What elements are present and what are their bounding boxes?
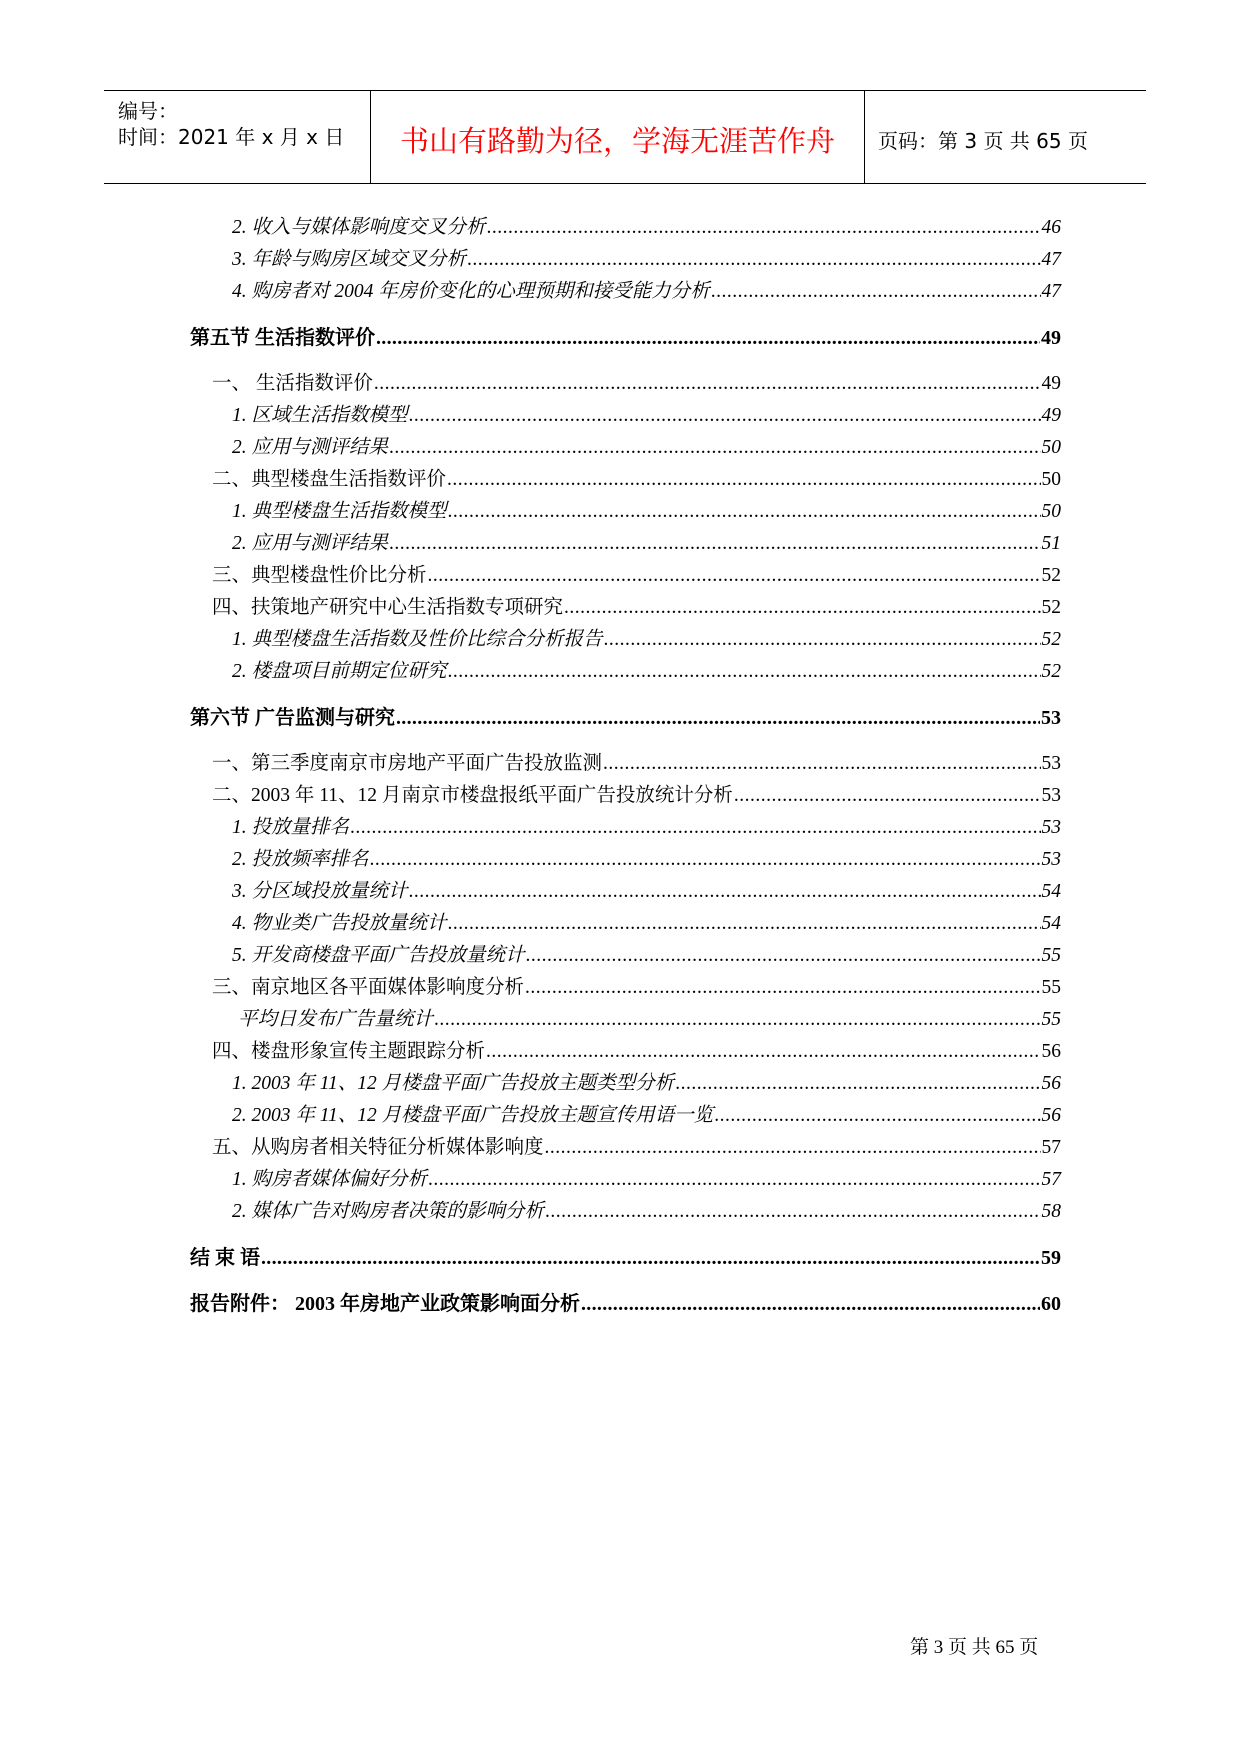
toc-leader-dots [486, 1040, 1040, 1064]
toc-entry-page: 50 [1041, 469, 1061, 490]
toc-entry[interactable] [232, 248, 1061, 272]
toc-leader-dots [261, 1246, 1040, 1270]
toc-entry[interactable] [232, 660, 1061, 684]
toc-entry[interactable] [232, 532, 1061, 556]
toc-entry-page: 46 [1041, 217, 1061, 238]
toc-entry-title: 2. 投放频率排名 [232, 849, 369, 870]
toc-entry[interactable] [232, 216, 1061, 240]
toc-entry-page: 54 [1041, 913, 1061, 934]
toc-leader-dots [374, 372, 1041, 396]
toc-entry-title: 一、 生活指数评价 [212, 373, 373, 394]
toc-entry[interactable] [190, 326, 1061, 350]
toc-entry-page: 49 [1041, 405, 1061, 426]
toc-entry[interactable] [232, 816, 1061, 840]
toc-entry-page: 49 [1041, 327, 1061, 349]
toc-entry-title: 4. 物业类广告投放量统计 [232, 913, 447, 934]
toc-entry-title: 2. 媒体广告对购房者决策的影响分析 [232, 1201, 545, 1222]
toc-leader-dots [428, 564, 1041, 588]
toc-entry-title: 1. 典型楼盘生活指数及性价比综合分析报告 [232, 629, 603, 650]
toc-entry-page: 53 [1041, 817, 1061, 838]
toc-entry[interactable] [232, 500, 1061, 524]
toc-leader-dots [434, 1008, 1040, 1032]
toc-entry-title: 1. 2003 年 11、12 月楼盘平面广告投放主题类型分析 [232, 1073, 675, 1094]
toc-entry-page: 56 [1041, 1041, 1061, 1062]
page-header [104, 90, 1146, 184]
toc-entry-title: 4. 购房者对 2004 年房价变化的心理预期和接受能力分析 [232, 281, 710, 302]
toc-leader-dots [603, 752, 1040, 776]
toc-entry-page: 53 [1041, 707, 1061, 729]
toc-entry[interactable] [232, 880, 1061, 904]
toc-entry[interactable] [232, 436, 1061, 460]
toc-entry-page: 52 [1041, 597, 1061, 618]
toc-entry-page: 60 [1041, 1293, 1061, 1315]
toc-entry-title: 平均日发布广告量统计 [238, 1009, 434, 1030]
toc-entry-page: 55 [1041, 977, 1061, 998]
toc-entry-title: 1. 区域生活指数模型 [232, 405, 408, 426]
toc-leader-dots [545, 1200, 1040, 1224]
toc-entry-page: 50 [1041, 437, 1061, 458]
toc-leader-dots [487, 216, 1041, 240]
toc-entry-title: 2. 应用与测评结果 [232, 437, 389, 458]
toc-entry-title: 四、扶策地产研究中心生活指数专项研究 [212, 597, 564, 618]
toc-entry-title: 三、典型楼盘性价比分析 [212, 565, 427, 586]
toc-entry-page: 56 [1041, 1073, 1061, 1094]
toc-entry[interactable] [190, 706, 1061, 730]
toc-leader-dots [448, 660, 1041, 684]
toc-entry-page: 59 [1041, 1247, 1061, 1269]
toc-entry-page: 49 [1041, 373, 1061, 394]
toc-entry-page: 47 [1041, 249, 1061, 270]
toc-leader-dots [564, 596, 1040, 620]
toc-entry-page: 53 [1041, 753, 1061, 774]
toc-entry-title: 2. 楼盘项目前期定位研究 [232, 661, 447, 682]
toc-entry-title: 五、从购房者相关特征分析媒体影响度 [212, 1137, 544, 1158]
toc-entry-page: 54 [1041, 881, 1061, 902]
toc-entry-title: 结 束 语 [190, 1247, 260, 1269]
toc-entry[interactable] [232, 1168, 1061, 1192]
toc-entry-page: 52 [1041, 565, 1061, 586]
toc-leader-dots [675, 1072, 1040, 1096]
toc-leader-dots [526, 944, 1041, 968]
toc-entry-title: 3. 年龄与购房区域交叉分析 [232, 249, 467, 270]
toc-entry[interactable] [212, 976, 1061, 1000]
doc-time-label: 时间：2021 年 x 月 x 日 [118, 125, 345, 149]
header-page-cell [864, 91, 1146, 183]
header-info-cell [104, 91, 369, 183]
toc-entry[interactable] [212, 564, 1061, 588]
toc-leader-dots [711, 280, 1041, 304]
toc-entry-page: 47 [1041, 281, 1061, 302]
toc-entry-title: 第六节 广告监测与研究 [190, 707, 395, 729]
toc-entry[interactable] [212, 784, 1061, 808]
toc-leader-dots [376, 326, 1040, 350]
toc-leader-dots [350, 816, 1040, 840]
toc-leader-dots [396, 706, 1040, 730]
toc-entry-page: 51 [1041, 533, 1061, 554]
toc-entry-page: 58 [1041, 1201, 1061, 1222]
toc-entry-page: 52 [1041, 629, 1061, 650]
toc-leader-dots [525, 976, 1040, 1000]
toc-leader-dots [389, 532, 1040, 556]
toc-entry-title: 1. 购房者媒体偏好分析 [232, 1169, 428, 1190]
toc-entry-title: 2. 应用与测评结果 [232, 533, 389, 554]
toc-entry[interactable] [232, 944, 1061, 968]
toc-entry[interactable] [232, 1072, 1061, 1096]
toc-entry-page: 52 [1041, 661, 1061, 682]
toc-entry[interactable] [212, 596, 1061, 620]
toc-entry-title: 1. 投放量排名 [232, 817, 350, 838]
toc-entry-page: 50 [1041, 501, 1061, 522]
toc-entry[interactable] [232, 404, 1061, 428]
toc-entry-title: 5. 开发商楼盘平面广告投放量统计 [232, 945, 525, 966]
toc-entry-title: 二、2003 年 11、12 月南京市楼盘报纸平面广告投放统计分析 [212, 785, 733, 806]
toc-entry[interactable] [232, 912, 1061, 936]
toc-entry-page: 53 [1041, 785, 1061, 806]
header-motto: 书山有路勤为径，学海无涯苦作舟 [399, 124, 835, 158]
toc-leader-dots [447, 468, 1040, 492]
toc-entry[interactable] [232, 1200, 1061, 1224]
toc-entry-title: 2. 2003 年 11、12 月楼盘平面广告投放主题宣传用语一览 [232, 1105, 714, 1126]
toc-entry[interactable] [232, 848, 1061, 872]
toc-entry[interactable] [212, 752, 1061, 776]
toc-entry-title: 一、第三季度南京市房地产平面广告投放监测 [212, 753, 603, 774]
toc-entry-title: 第五节 生活指数评价 [190, 327, 375, 349]
toc-entry[interactable] [212, 1040, 1061, 1064]
footer-page-number: 第 3 页 共 65 页 [910, 1637, 1039, 1658]
toc-entry-title: 四、楼盘形象宣传主题跟踪分析 [212, 1041, 486, 1062]
toc-leader-dots [604, 628, 1041, 652]
toc-leader-dots [581, 1292, 1040, 1316]
header-page-label: 页码：第 3 页 共 65 页 [878, 129, 1088, 153]
toc-entry-page: 56 [1041, 1105, 1061, 1126]
toc-entry[interactable] [232, 1104, 1061, 1128]
toc-leader-dots [409, 880, 1041, 904]
toc-entry-title: 2. 收入与媒体影响度交叉分析 [232, 217, 486, 238]
toc-entry-page: 53 [1041, 849, 1061, 870]
toc-entry-title: 3. 分区域投放量统计 [232, 881, 408, 902]
toc-entry-title: 二、典型楼盘生活指数评价 [212, 469, 447, 490]
toc-entry[interactable] [212, 372, 1061, 396]
toc-leader-dots [448, 912, 1041, 936]
toc-leader-dots [409, 404, 1041, 428]
toc-entry[interactable] [190, 1292, 1061, 1316]
toc-entry[interactable] [212, 1136, 1061, 1160]
toc-entry-page: 57 [1041, 1137, 1061, 1158]
toc-leader-dots [545, 1136, 1041, 1160]
toc-leader-dots [370, 848, 1041, 872]
toc-entry[interactable] [232, 280, 1061, 304]
toc-entry-title: 1. 典型楼盘生活指数模型 [232, 501, 447, 522]
toc-entry[interactable] [232, 628, 1061, 652]
toc-entry-title: 三、南京地区各平面媒体影响度分析 [212, 977, 525, 998]
toc-entry-page: 55 [1041, 945, 1061, 966]
toc-leader-dots [714, 1104, 1040, 1128]
toc-entry-page: 57 [1041, 1169, 1061, 1190]
toc-entry-title: 报告附件： 2003 年房地产业政策影响面分析 [190, 1293, 580, 1315]
toc-leader-dots [428, 1168, 1040, 1192]
toc-leader-dots [734, 784, 1041, 808]
toc-leader-dots [389, 436, 1040, 460]
doc-number-label: 编号： [118, 99, 178, 123]
header-motto-cell [370, 91, 865, 183]
toc-entry[interactable] [238, 1008, 1061, 1032]
toc-entry[interactable] [212, 468, 1061, 492]
toc-leader-dots [467, 248, 1040, 272]
toc-entry[interactable] [190, 1246, 1061, 1270]
toc-leader-dots [448, 500, 1041, 524]
toc-entry-page: 55 [1041, 1009, 1061, 1030]
